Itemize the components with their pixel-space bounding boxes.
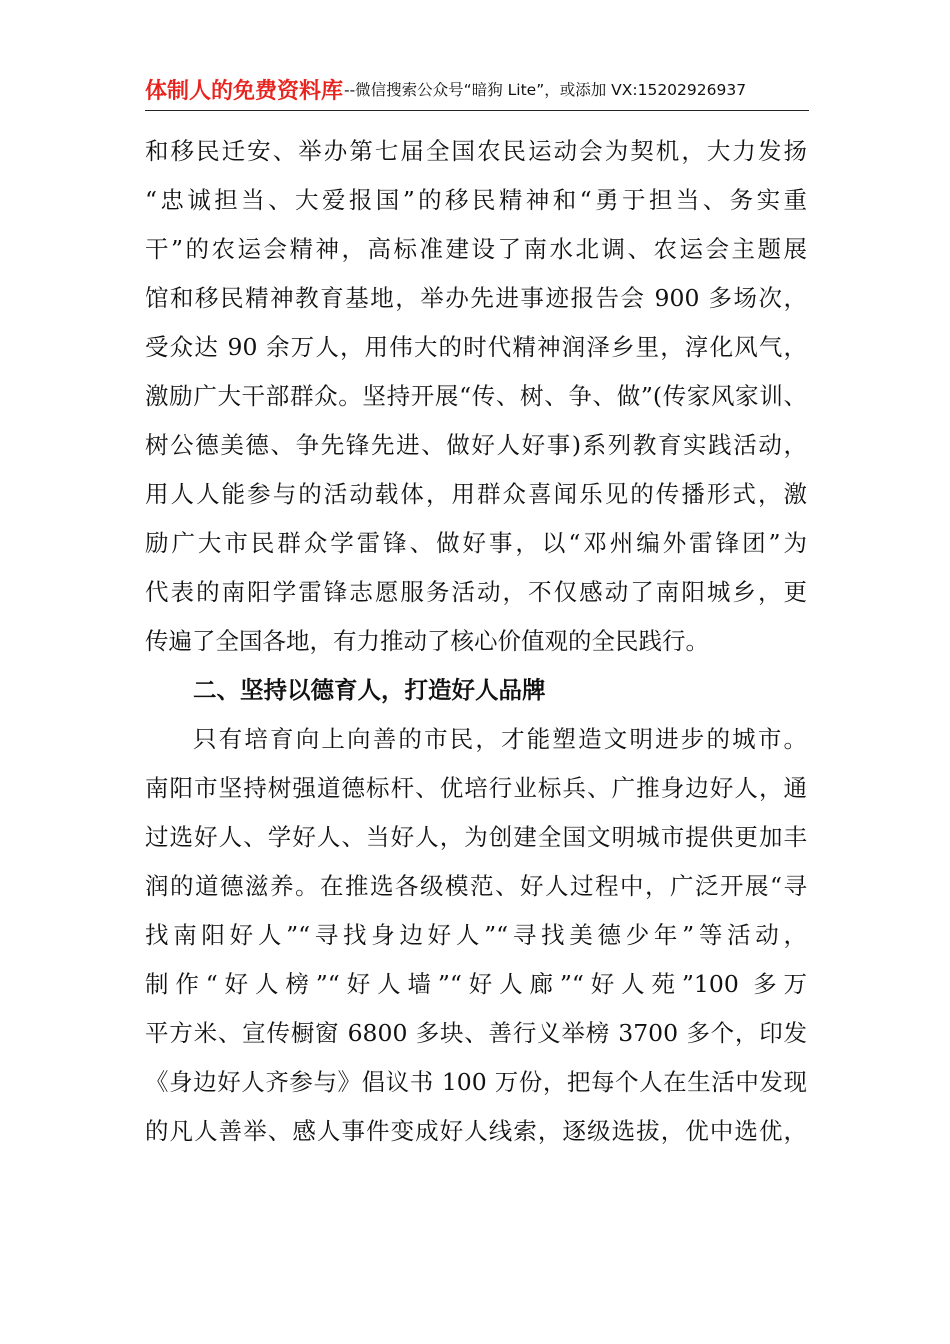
paragraph-line: 过选好人、学好人、当好人，为创建全国文明城市提供更加丰: [145, 823, 807, 851]
paragraph-line: 平方米、宣传橱窗 6800 多块、善行义举榜 3700 多个，印发: [145, 1019, 807, 1047]
header-brand: 体制人的免费资料库: [145, 79, 344, 104]
paragraph-line: 励广大市民群众学雷锋、做好事，以“邓州编外雷锋团”为: [145, 529, 807, 557]
paragraph-line: “忠诚担当、大爱报国”的移民精神和“勇于担当、务实重: [145, 186, 807, 214]
paragraph-line: 制作“好人榜”“好人墙”“好人廊”“好人苑”100 多万: [145, 970, 807, 998]
paragraph-line: 只有培育向上向善的市民，才能塑造文明进步的城市。: [193, 725, 807, 753]
paragraph-line: 用人人能参与的活动载体，用群众喜闻乐见的传播形式，激: [145, 480, 807, 508]
paragraph-line: 润的道德滋养。在推选各级模范、好人过程中，广泛开展“寻: [145, 872, 807, 900]
paragraph-line: 馆和移民精神教育基地，举办先进事迹报告会 900 多场次，: [145, 284, 807, 312]
paragraph-line: 南阳市坚持树强道德标杆、优培行业标兵、广推身边好人，通: [145, 774, 807, 802]
paragraph-line: 干”的农运会精神，高标准建设了南水北调、农运会主题展: [145, 235, 807, 263]
paragraph-line: 《身边好人齐参与》倡议书 100 万份，把每个人在生活中发现: [145, 1068, 807, 1096]
paragraph-line: 和移民迁安、举办第七届全国农民运动会为契机，大力发扬: [145, 137, 807, 165]
paragraph-line: 的凡人善举、感人事件变成好人线索，逐级选拔，优中选优，: [145, 1117, 807, 1145]
page-header: [145, 70, 809, 111]
paragraph-line: 受众达 90 余万人，用伟大的时代精神润泽乡里，淳化风气，: [145, 333, 807, 361]
section-heading: 二、坚持以德育人，打造好人品牌: [193, 676, 546, 704]
paragraph-line: 树公德美德、争先锋先进、做好人好事)系列教育实践活动，: [145, 431, 807, 459]
paragraph-line: 激励广大干部群众。坚持开展“传、树、争、做”(传家风家训、: [145, 382, 807, 410]
header-note: --微信搜索公众号“暗狗 Lite”，或添加 VX:15202926937: [344, 81, 747, 99]
paragraph-line: 传遍了全国各地，有力推动了核心价值观的全民践行。: [145, 627, 709, 655]
paragraph-line: 找南阳好人”“寻找身边好人”“寻找美德少年”等活动，: [145, 921, 807, 949]
paragraph-line: 代表的南阳学雷锋志愿服务活动，不仅感动了南阳城乡，更: [145, 578, 807, 606]
